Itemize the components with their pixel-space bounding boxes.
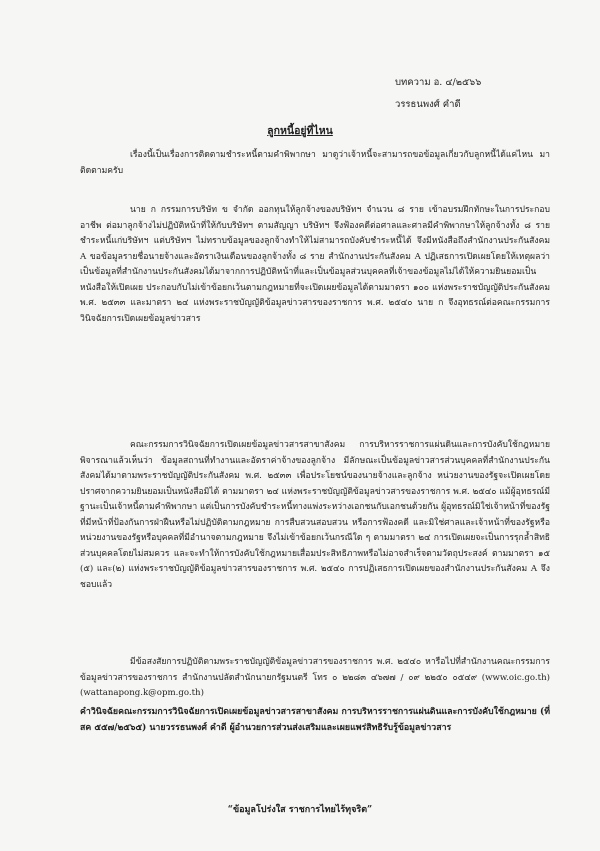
author-name: วรรธนพงศ์ คำดี [395,99,461,110]
article-number: บทความ อ. ๔/๒๕๖๖ [395,77,482,88]
case-paragraph: นาย ก กรรมการบริษัท ข จำกัด ออกทุนให้ลูกจ้างของบริษัทฯ จำนวน ๘ ราย เข้าอบรมฝึกทักษะในการประกอบอาชีพ ต่อมาลูกจ้างไม่ปฏิบัติหน้าที่ให้กับบริษัทฯ ตามสัญญา บริษัทฯ จึงฟ้องคดีต่อศาลและศาลมีคำพิพากษาให้ลูกจ้างทั้ง ๘ ราย ชำระหนี้แก่บริษัทฯ แต่บริษัทฯ ไม่ทราบข้อมูลของลูกจ้างทำให้ไม่สามารถบังคับชำระหนี้ได้ จึงมีหนังสือถึงสำนักงานประกันสังคม A ขอข้อมูลรายชื่อนายจ้างและอัตราเงินเดือนของลูกจ้างทั้ง ๘ ราย สำนักงานประกันสังคม A ปฏิเสธการเปิดเผยโดยให้เหตุผลว่า เป็นข้อมูลที่สำนักงานประกันสังคมได้มาจากการปฏิบัติหน้าที่และเป็นข้อมูลส่วนบุคคลที่เจ้าของข้อมูลไม่ได้ให้ความยินยอมเป็นหนังสือให้เปิดเผย ประกอบกับไม่เข้าข้อยกเว้นตามกฎหมายที่จะเปิดเผยข้อมูลได้ตามมาตรา ๑๐๐ แห่งพระราชบัญญัติประกันสังคม พ.ศ. ๒๕๓๓ และมาตรา ๒๔ แห่งพระราชบัญญัติข้อมูลข่าวสารของราชการ พ.ศ. ๒๕๔๐ นาย ก จึงอุทธรณ์ต่อคณะกรรมการวินิจฉัยการเปิดเผยข้อมูลข่าวสาร [80,205,550,324]
contact-paragraph: มีข้อสงสัยการปฏิบัติตามพระราชบัญญัติข้อมูลข่าวสารของราชการ พ.ศ. ๒๕๔๐ หารือไปที่สำนักงานคณะกรรมการข้อมูลข่าวสารของราชการ สำนักงานปลัดสำนักนายกรัฐมนตรี โทร ๐ ๒๒๘๓ ๔๖๗๗ / ๐๙ ๒๒๕๐ ๐๕๔๙ (www.oic.go.th) (wattanapong.k@opm.go.th) [80,657,550,698]
reference-block [395,72,481,116]
document-title: ลูกหนี้อยู่ที่ไหน [267,125,333,137]
intro-paragraph: เรื่องนี้เป็นเรื่องการติดตามชำระหนี้ตามคำพิพากษา มาดูว่าเจ้าหนี้จะสามารถขอข้อมูลเกี่ยวกับลูกหนี้ได้แค่ไหน มาติดตามครับ [80,150,550,176]
source-paragraph: คำวินิจฉัยคณะกรรมการวินิจฉัยการเปิดเผยข้อมูลข่าวสารสาขาสังคม การบริหารราชการแผ่นดินและการบังคับใช้กฎหมาย (ที่ สค ๕๕๗/๒๕๖๕) นายวรรธนพงศ์ คำดี ผู้อำนวยการส่วนส่งเสริมและเผยแพร่สิทธิรับรู้ข้อมูลข่าวสาร [80,707,550,733]
ruling-paragraph: คณะกรรมการวินิจฉัยการเปิดเผยข้อมูลข่าวสารสาขาสังคม การบริหารราชการแผ่นดินและการบังคับใช้กฎหมาย พิจารณาแล้วเห็นว่า ข้อมูลสถานที่ทำงานและอัตราค่าจ้างของลูกจ้าง มีลักษณะเป็นข้อมูลข่าวสารส่วนบุคคลที่สำนักงานประกันสังคมได้มาตามพระราชบัญญัติประกันสังคม พ.ศ. ๒๕๓๓ เพื่อประโยชน์ของนายจ้างและลูกจ้าง หน่วยงานของรัฐจะเปิดเผยโดยปราศจากความยินยอมเป็นหนังสือมิได้ ตามมาตรา ๒๔ แห่งพระราชบัญญัติข้อมูลข่าวสารของราชการ พ.ศ. ๒๕๔๐ แม้ผู้อุทธรณ์มีฐานะเป็นเจ้าหนี้ตามคำพิพากษา แต่เป็นการบังคับชำระหนี้ทางแพ่งระหว่างเอกชนกับเอกชนด้วยกัน ผู้อุทธรณ์มิใช่เจ้าหน้าที่ของรัฐที่มีหน้าที่ป้องกันการฝ่าฝืนหรือไม่ปฏิบัติตามกฎหมาย การสืบสวนสอบสวน หรือการฟ้องคดี และมิใช่ศาลและเจ้าหน้าที่ของรัฐหรือหน่วยงานของรัฐหรือบุคคลที่มีอำนาจตามกฎหมาย จึงไม่เข้าข้อยกเว้นกรณีใด ๆ ตามมาตรา ๒๔ การเปิดเผยจะเป็นการรุกล้ำสิทธิส่วนบุคคลโดยไม่สมควร และจะทำให้การบังคับใช้กฎหมายเสื่อมประสิทธิภาพหรือไม่อาจสำเร็จตามวัตถุประสงค์ ตามมาตรา ๑๕ (๕) และ(๒) แห่งพระราชบัญญัติข้อมูลข่าวสารของราชการ พ.ศ. ๒๕๔๐ การปฏิเสธการเปิดเผยของสำนักงานประกันสังคม A จึงชอบแล้ว [80,440,550,590]
slogan: “ข้อมูลโปร่งใส ราชการไทยไร้ทุจริต” [227,805,373,815]
